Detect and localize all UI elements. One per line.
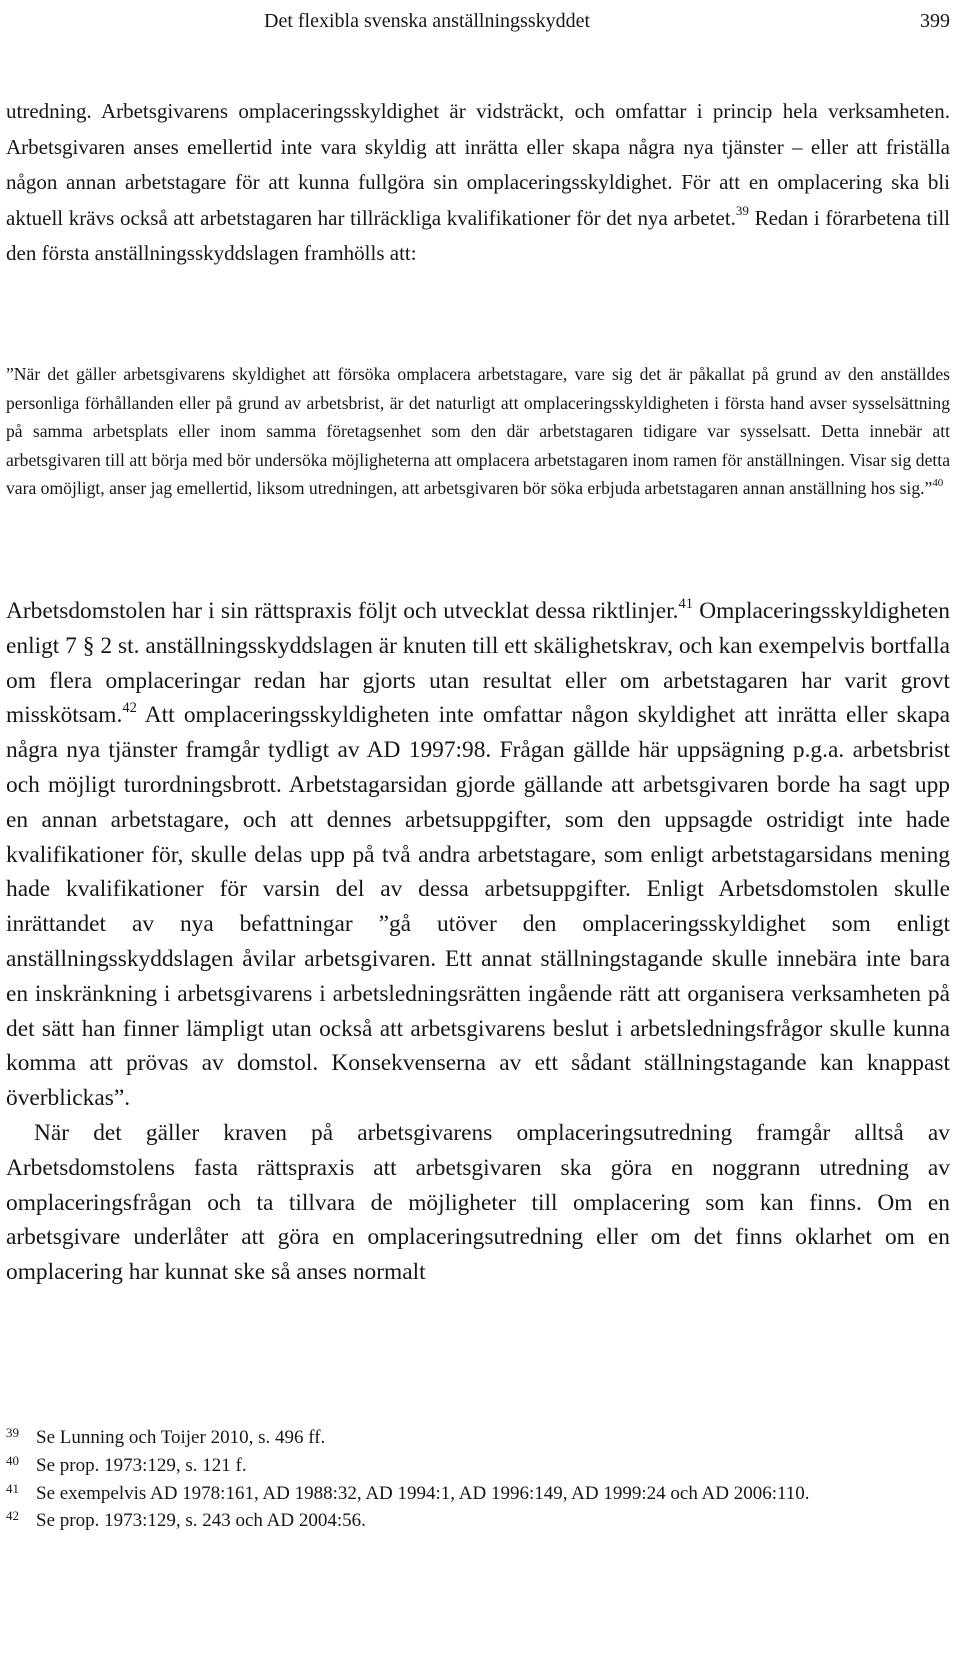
footnote-number: 40: [6, 1452, 19, 1468]
footnote-ref-39[interactable]: 39: [735, 203, 749, 219]
footnote-41: [6, 1480, 950, 1508]
intro-text: utredning. Arbetsgivarens omplaceringsskyldighet är vidsträckt, och omfattar i princip hela verksamheten. Arbetsgivaren anses emellertid inte vara skyldig att inrätta eller skapa några nya tjänster – eller att friställa någon annan arbetstagare för att kunna fullgöra sin omplaceringsskyldighet. För att en omplacering ska bli aktuell krävs också att arbetstagaren har tillräckliga kvalifikationer för det nya arbetet.: [6, 99, 950, 230]
body-paragraph-1-text-3: Att omplaceringsskyldigheten inte omfattar någon skyldighet att inrätta eller skapa några nya tjänster framgår tydligt av AD 1997:98. Frågan gällde här uppsägning p.g.a. arbetsbrist och möjligt turordningsbrott. Arbetstagarsidan gjorde gällande att arbetsgivaren borde ha sagt upp en annan arbetstagare, och att dennes arbetsuppgifter, som den uppsagde ostridigt inte hade kvalifikationer för, skulle delas upp på två andra arbetstagare, som enligt arbetstagarsidans mening hade kvalifikationer för varsin del av dessa arbetsuppgifter. Enligt Arbetsdomstolen skulle inrättandet av nya befattningar ”gå utöver den omplaceringsskyldighet som enligt anställningsskyddslagen åvilar arbetsgivaren. Ett annat ställningstagande skulle innebära inte bara en inskränkning i arbetsgivarens i arbetsledningsrätten ingående rätt att organisera verksamheten på det sätt han finner lämpligt utan också att arbetsgivarens beslut i arbetsledningsfrågor skulle kunna komma att prövas av domstol. Konsekvenserna av ett sådant ställningstagande kan knappast överblickas”.: [6, 702, 950, 1112]
body-paragraph-2-text: När det gäller kraven på arbetsgivarens omplaceringsutredning framgår alltså av Arbetsdomstolens fasta rättspraxis att arbetsgivaren ska göra en noggrann utredning av omplaceringsfrågan och ta tillvara de möjligheter till omplacering som kan finns. Om en arbetsgivare underlåter att göra en omplaceringsutredning eller om det finns oklarhet om en omplacering har kunnat ske så anses normalt: [6, 1119, 950, 1286]
footnote-text: Se prop. 1973:129, s. 121 f.: [36, 1454, 247, 1476]
footnote-ref-42[interactable]: 42: [122, 700, 137, 717]
footnote-number: 42: [6, 1508, 19, 1524]
intro-paragraph: [6, 94, 950, 272]
page-number: 399: [920, 10, 950, 32]
body-paragraph-1-text-2: Omplaceringsskyldigheten enligt 7 § 2 st. anställningsskyddslagen är knuten till ett skälighetskrav, och kan exempelvis bortfalla om flera omplaceringar redan har gjorts utan resultat eller om arbetstagaren har varit grovt misskötsam.: [6, 598, 951, 729]
footnote-number: 41: [6, 1480, 19, 1496]
running-title: Det flexibla svenska anställningsskyddet: [264, 10, 591, 32]
footnote-42: [6, 1507, 950, 1535]
footnote-number: 39: [6, 1425, 19, 1440]
running-header: [6, 10, 950, 36]
intro-text-continued: Redan i förarbetena till den första anställningsskyddslagen framhölls att:: [6, 205, 950, 266]
footnote-text: Se prop. 1973:129, s. 243 och AD 2004:56.: [36, 1510, 366, 1532]
footnote-text: Se Lunning och Toijer 2010, s. 496 ff.: [36, 1427, 326, 1448]
block-quote: [6, 360, 950, 503]
body-paragraph-1-text: Arbetsdomstolen har i sin rättspraxis följt och utvecklat dessa riktlinjer.: [6, 598, 679, 624]
footnote-39: [6, 1424, 950, 1452]
body-paragraph-1: [6, 594, 950, 1116]
main-text: [6, 594, 950, 1290]
body-paragraph-2: [6, 1116, 950, 1290]
quote-text: ”När det gäller arbetsgivarens skyldighet att försöka omplacera arbetstagare, vare sig det är påkallat på grund av den anställdes personliga förhållanden eller på grund av arbetsbrist, är det naturligt att omplaceringsskyldigheten i första hand avser sysselsättning på samma arbetsplats eller inom samma företagsenhet som den där arbetstagaren tidigare var sysselsatt. Detta innebär att arbetsgivaren till att börja med bör undersöka möjligheterna att omplacera arbetstagaren inom ramen för anställningen. Visar sig detta vara omöjligt, anser jag emellertid, liksom utredningen, att arbetsgivaren bör söka erbjuda arbetstagaren annan anställning hos sig.”: [6, 364, 950, 499]
footnote-text: Se exempelvis AD 1978:161, AD 1988:32, AD 1994:1, AD 1996:149, AD 1999:24 och AD 2006:110.: [36, 1482, 810, 1504]
footnote-ref-41[interactable]: 41: [678, 595, 694, 612]
footnote-40: [6, 1452, 950, 1480]
footnote-ref-40[interactable]: 40: [932, 477, 944, 490]
footnotes: [6, 1424, 950, 1535]
